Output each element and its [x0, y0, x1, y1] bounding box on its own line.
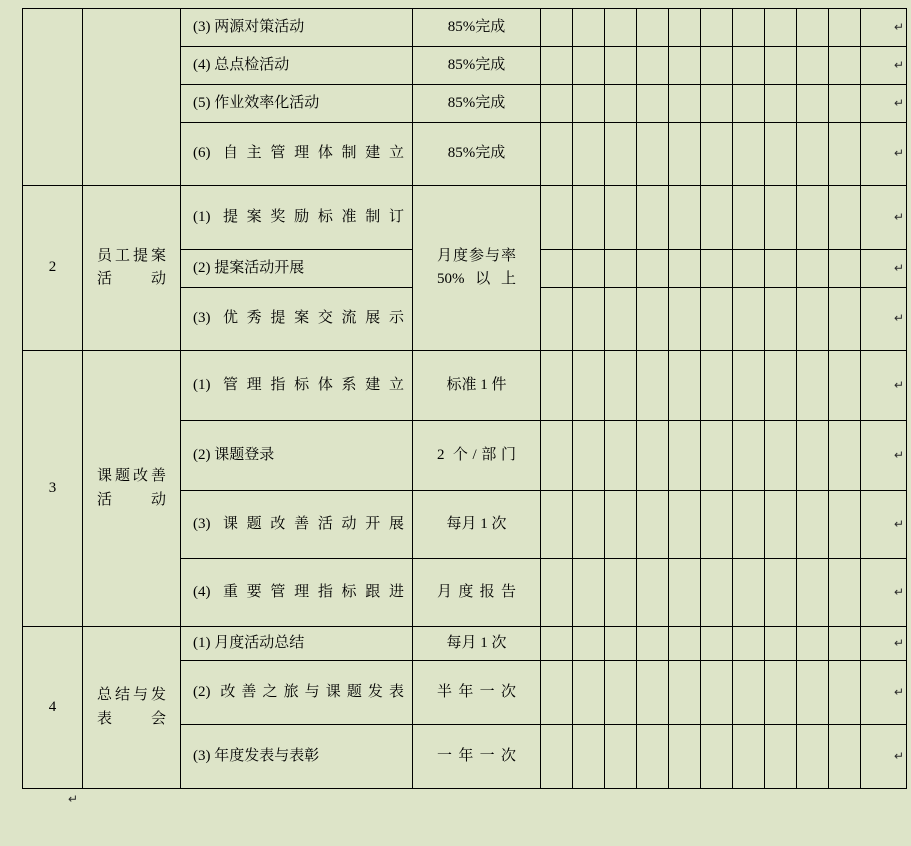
cell-goal [413, 47, 541, 85]
item-label: (3) 课题改善活动开展 [193, 515, 404, 532]
paragraph-mark-icon: ↵ [893, 516, 904, 531]
cell-month-11 [861, 491, 907, 559]
category-label [83, 86, 180, 108]
cell-month-2 [573, 250, 605, 288]
cell-month-2 [573, 725, 605, 789]
cell-month-7 [733, 351, 765, 421]
cell-month-4 [637, 85, 669, 123]
row-number: 4 [48, 699, 57, 715]
cell-month-11 [861, 186, 907, 250]
cell-month-1 [541, 186, 573, 250]
cell-item [181, 85, 413, 123]
paragraph-mark-icon: ↵ [893, 749, 904, 764]
cell-month-6 [701, 186, 733, 250]
cell-month-9 [797, 288, 829, 351]
cell-month-7 [733, 250, 765, 288]
paragraph-mark-icon: ↵ [893, 146, 904, 161]
cell-month-6 [701, 725, 733, 789]
cell-month-2 [573, 627, 605, 661]
cell-month-8 [765, 250, 797, 288]
cell-month-9 [797, 559, 829, 627]
cell-month-8 [765, 627, 797, 661]
cell-month-4 [637, 9, 669, 47]
cell-month-5 [669, 627, 701, 661]
cell-month-8 [765, 559, 797, 627]
cell-month-9 [797, 85, 829, 123]
cell-month-4 [637, 288, 669, 351]
activity-plan-table [22, 8, 907, 789]
cell-month-9 [797, 661, 829, 725]
cell-month-4 [637, 627, 669, 661]
cell-goal [413, 491, 541, 559]
cell-month-10 [829, 559, 861, 627]
paragraph-mark-icon: ↵ [893, 636, 904, 650]
cell-month-5 [669, 559, 701, 627]
goal-label: 85%完成 [447, 94, 506, 111]
cell-month-3 [605, 186, 637, 250]
cell-month-9 [797, 186, 829, 250]
cell-month-1 [541, 250, 573, 288]
cell-month-6 [701, 661, 733, 725]
cell-month-3 [605, 351, 637, 421]
cell-month-4 [637, 123, 669, 186]
cell-month-10 [829, 250, 861, 288]
paragraph-mark-icon: ↵ [893, 260, 904, 275]
category-label: 总结与发表会 [97, 687, 166, 727]
item-label: (3) 优秀提案交流展示 [193, 310, 404, 327]
cell-month-10 [829, 661, 861, 725]
cell-month-6 [701, 288, 733, 351]
cell-month-1 [541, 421, 573, 491]
cell-month-10 [829, 123, 861, 186]
cell-month-10 [829, 627, 861, 661]
cell-item [181, 351, 413, 421]
paragraph-mark-icon: ↵ [893, 377, 904, 392]
cell-goal [413, 661, 541, 725]
cell-item [181, 123, 413, 186]
cell-month-4 [637, 351, 669, 421]
cell-item [181, 559, 413, 627]
cell-month-7 [733, 421, 765, 491]
cell-month-11 [861, 421, 907, 491]
cell-month-6 [701, 351, 733, 421]
cell-month-7 [733, 491, 765, 559]
cell-month-11 [861, 559, 907, 627]
cell-month-7 [733, 9, 765, 47]
goal-label: 半年一次 [437, 684, 516, 701]
cell-month-2 [573, 661, 605, 725]
document-page [0, 8, 911, 846]
cell-month-9 [797, 491, 829, 559]
cell-month-9 [797, 725, 829, 789]
cell-goal [413, 351, 541, 421]
cell-month-8 [765, 491, 797, 559]
cell-goal [413, 725, 541, 789]
cell-goal [413, 559, 541, 627]
cell-month-1 [541, 123, 573, 186]
cell-month-2 [573, 351, 605, 421]
cell-goal [413, 123, 541, 186]
cell-month-6 [701, 85, 733, 123]
cell-month-5 [669, 421, 701, 491]
row-number: 2 [48, 259, 57, 276]
cell-month-6 [701, 559, 733, 627]
goal-label: 月度报告 [437, 583, 516, 600]
cell-month-8 [765, 351, 797, 421]
category-label: 课题改善活动 [97, 468, 166, 508]
item-label: (3) 年度发表与表彰 [193, 748, 320, 765]
cell-month-11 [861, 123, 907, 186]
cell-month-4 [637, 421, 669, 491]
paragraph-mark-icon: ↵ [893, 57, 904, 72]
cell-month-1 [541, 491, 573, 559]
goal-label: 标准 1 件 [446, 376, 507, 393]
cell-month-8 [765, 85, 797, 123]
cell-month-2 [573, 85, 605, 123]
cell-month-5 [669, 123, 701, 186]
cell-month-11 [861, 250, 907, 288]
item-label: (2) 课题登录 [193, 446, 275, 463]
cell-month-3 [605, 421, 637, 491]
cell-no [23, 9, 83, 186]
cell-month-1 [541, 661, 573, 725]
item-label: (4) 重要管理指标跟进 [193, 583, 404, 600]
row-number [23, 86, 82, 108]
cell-month-5 [669, 351, 701, 421]
cell-month-8 [765, 421, 797, 491]
cell-month-3 [605, 288, 637, 351]
cell-month-10 [829, 725, 861, 789]
cell-month-11 [861, 725, 907, 789]
item-label: (1) 提案奖励标准制订 [193, 208, 404, 225]
cell-month-11 [861, 288, 907, 351]
cell-month-5 [669, 250, 701, 288]
cell-month-3 [605, 627, 637, 661]
cell-month-3 [605, 9, 637, 47]
cell-goal [413, 9, 541, 47]
cell-month-11 [861, 9, 907, 47]
cell-month-1 [541, 47, 573, 85]
cell-month-8 [765, 186, 797, 250]
goal-label: 每月 1 次 [446, 515, 507, 532]
cell-month-9 [797, 123, 829, 186]
cell-month-4 [637, 47, 669, 85]
cell-month-8 [765, 47, 797, 85]
cell-goal [413, 421, 541, 491]
cell-month-2 [573, 9, 605, 47]
cell-month-4 [637, 559, 669, 627]
goal-label: 每月 1 次 [446, 635, 507, 651]
paragraph-mark-icon: ↵ [893, 685, 904, 700]
cell-month-10 [829, 421, 861, 491]
paragraph-mark-icon: ↵ [893, 584, 904, 599]
item-label: (4) 总点检活动 [193, 56, 290, 73]
cell-item [181, 491, 413, 559]
cell-goal [413, 186, 541, 351]
cell-month-1 [541, 559, 573, 627]
cell-month-2 [573, 288, 605, 351]
cell-month-3 [605, 559, 637, 627]
paragraph-mark-icon: ↵ [893, 95, 904, 110]
cell-month-7 [733, 288, 765, 351]
cell-month-7 [733, 661, 765, 725]
cell-month-3 [605, 491, 637, 559]
cell-item [181, 661, 413, 725]
paragraph-mark-icon: ↵ [893, 19, 904, 34]
cell-month-3 [605, 123, 637, 186]
cell-month-10 [829, 491, 861, 559]
category-label: 员工提案活动 [97, 247, 166, 287]
cell-month-6 [701, 47, 733, 85]
cell-item [181, 250, 413, 288]
cell-month-3 [605, 661, 637, 725]
cell-month-1 [541, 627, 573, 661]
cell-month-10 [829, 85, 861, 123]
cell-month-2 [573, 186, 605, 250]
paragraph-mark-icon: ↵ [893, 209, 904, 224]
cell-no [23, 627, 83, 789]
table-row [23, 627, 907, 661]
cell-month-9 [797, 351, 829, 421]
cell-month-8 [765, 661, 797, 725]
cell-month-10 [829, 288, 861, 351]
cell-category [83, 186, 181, 351]
trailing-paragraph [22, 791, 911, 817]
cell-month-4 [637, 250, 669, 288]
cell-month-4 [637, 491, 669, 559]
item-label: (3) 两源对策活动 [193, 18, 305, 35]
item-label: (1) 月度活动总结 [193, 635, 305, 651]
goal-label: 85%完成 [447, 56, 506, 73]
item-label: (2) 提案活动开展 [193, 259, 305, 276]
table-row [23, 351, 907, 421]
cell-month-9 [797, 250, 829, 288]
cell-month-11 [861, 85, 907, 123]
cell-month-5 [669, 85, 701, 123]
cell-category [83, 351, 181, 627]
cell-month-7 [733, 725, 765, 789]
cell-month-8 [765, 725, 797, 789]
cell-month-7 [733, 123, 765, 186]
cell-month-3 [605, 725, 637, 789]
goal-label: 85%完成 [447, 145, 506, 162]
cell-month-4 [637, 186, 669, 250]
row-number: 3 [48, 479, 57, 496]
cell-month-3 [605, 47, 637, 85]
cell-month-10 [829, 9, 861, 47]
cell-month-11 [861, 627, 907, 661]
cell-month-3 [605, 250, 637, 288]
cell-month-9 [797, 47, 829, 85]
cell-item [181, 421, 413, 491]
table-row [23, 186, 907, 250]
cell-month-7 [733, 627, 765, 661]
cell-month-11 [861, 351, 907, 421]
item-label: (6) 自主管理体制建立 [193, 145, 404, 162]
cell-category [83, 9, 181, 186]
cell-month-1 [541, 288, 573, 351]
paragraph-mark-icon: ↵ [893, 311, 904, 326]
cell-month-5 [669, 9, 701, 47]
cell-goal [413, 85, 541, 123]
cell-month-2 [573, 421, 605, 491]
cell-item [181, 725, 413, 789]
cell-month-1 [541, 85, 573, 123]
cell-month-6 [701, 627, 733, 661]
cell-month-6 [701, 9, 733, 47]
cell-month-3 [605, 85, 637, 123]
cell-month-11 [861, 661, 907, 725]
cell-month-2 [573, 559, 605, 627]
cell-month-5 [669, 725, 701, 789]
paragraph-mark-icon: ↵ [68, 792, 79, 807]
cell-category [83, 627, 181, 789]
cell-month-1 [541, 351, 573, 421]
cell-month-10 [829, 186, 861, 250]
table-row [23, 9, 907, 47]
cell-month-5 [669, 47, 701, 85]
cell-no [23, 186, 83, 351]
cell-month-5 [669, 491, 701, 559]
item-label: (2) 改善之旅与课题发表 [193, 684, 404, 701]
item-label: (1) 管理指标体系建立 [193, 376, 404, 393]
cell-month-7 [733, 559, 765, 627]
cell-goal [413, 627, 541, 661]
cell-month-5 [669, 288, 701, 351]
cell-month-10 [829, 47, 861, 85]
goal-label: 85%完成 [447, 18, 506, 35]
paragraph-mark-icon: ↵ [893, 447, 904, 462]
cell-month-8 [765, 9, 797, 47]
cell-no [23, 351, 83, 627]
cell-month-2 [573, 491, 605, 559]
cell-month-8 [765, 123, 797, 186]
cell-month-4 [637, 661, 669, 725]
cell-month-5 [669, 661, 701, 725]
cell-item [181, 9, 413, 47]
cell-month-7 [733, 47, 765, 85]
cell-month-7 [733, 186, 765, 250]
cell-month-9 [797, 9, 829, 47]
cell-month-4 [637, 725, 669, 789]
goal-label: 月度参与率 50%以上 [437, 247, 516, 287]
cell-month-2 [573, 47, 605, 85]
cell-item [181, 186, 413, 250]
cell-month-2 [573, 123, 605, 186]
cell-month-9 [797, 627, 829, 661]
cell-month-10 [829, 351, 861, 421]
goal-label: 2 个/部门 [437, 446, 516, 463]
cell-month-7 [733, 85, 765, 123]
item-label: (5) 作业效率化活动 [193, 94, 320, 111]
cell-month-9 [797, 421, 829, 491]
cell-month-8 [765, 288, 797, 351]
cell-item [181, 288, 413, 351]
cell-month-1 [541, 9, 573, 47]
cell-month-6 [701, 250, 733, 288]
cell-month-6 [701, 491, 733, 559]
cell-item [181, 47, 413, 85]
cell-month-6 [701, 123, 733, 186]
cell-item [181, 627, 413, 661]
cell-month-5 [669, 186, 701, 250]
goal-label: 一年一次 [437, 748, 516, 765]
cell-month-6 [701, 421, 733, 491]
cell-month-1 [541, 725, 573, 789]
cell-month-11 [861, 47, 907, 85]
